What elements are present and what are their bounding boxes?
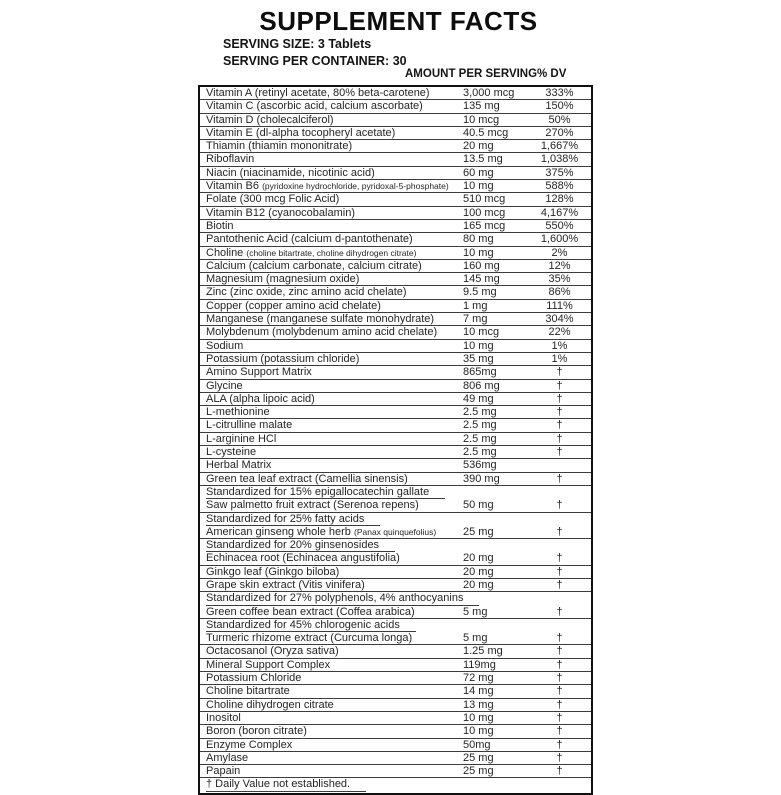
ingredient-row bbox=[200, 433, 591, 446]
ingredient-name: L-citrulline malate bbox=[206, 419, 293, 432]
ingredient-amount: 7 mg bbox=[463, 313, 488, 326]
ingredient-row bbox=[200, 419, 591, 432]
ingredient-amount: 1 mg bbox=[463, 299, 488, 312]
ingredient-name: Folate (300 mcg Folic Acid) bbox=[206, 193, 340, 206]
ingredient-row bbox=[200, 699, 591, 712]
ingredient-amount: 13.5 mg bbox=[463, 153, 503, 166]
ingredient-amount: 2.5 mg bbox=[463, 432, 497, 445]
ingredient-dv: † bbox=[556, 472, 563, 485]
standardized-note-row bbox=[200, 592, 591, 605]
ingredient-row bbox=[200, 260, 591, 273]
ingredient-dv: † bbox=[556, 366, 563, 379]
ingredient-row bbox=[200, 286, 591, 299]
standardized-note-row bbox=[200, 539, 591, 552]
standardized-note bbox=[200, 619, 416, 632]
facts-rows bbox=[200, 87, 591, 778]
ingredient-name: Molybdenum (molybdenum amino acid chelate) bbox=[206, 326, 438, 339]
ingredient-name: Inositol bbox=[206, 711, 241, 724]
ingredient-name: Green coffee bean extract (Coffea arabica) bbox=[206, 605, 415, 618]
ingredient-row bbox=[200, 393, 591, 406]
ingredient-amount: 60 mg bbox=[463, 166, 494, 179]
ingredient-name: Choline dihydrogen citrate bbox=[206, 698, 334, 711]
footnote-cell bbox=[200, 778, 366, 791]
ingredient-dv: † bbox=[556, 725, 563, 738]
ingredient-row bbox=[200, 712, 591, 725]
standardized-note bbox=[200, 539, 395, 552]
ingredient-amount: 20 mg bbox=[463, 578, 494, 591]
ingredient-row bbox=[200, 247, 591, 260]
ingredient-amount: 35 mg bbox=[463, 352, 494, 365]
serving-size: SERVING SIZE: 3 Tablets bbox=[223, 37, 372, 51]
ingredient-dv: 4,167% bbox=[540, 206, 579, 219]
serving-info bbox=[223, 36, 407, 70]
ingredient-amount: 2.5 mg bbox=[463, 446, 497, 459]
ingredient-name: ALA (alpha lipoic acid) bbox=[206, 392, 315, 405]
ingredient-amount: 160 mg bbox=[463, 259, 500, 272]
column-header-amount: AMOUNT PER SERVING bbox=[405, 68, 538, 80]
ingredient-row bbox=[200, 114, 591, 127]
standardized-note-text: Standardized for 15% epigallocatechin gallate bbox=[206, 486, 445, 499]
ingredient-amount: 72 mg bbox=[463, 672, 494, 685]
ingredient-amount: 40.5 mcg bbox=[463, 126, 509, 139]
ingredient-name: Ginkgo leaf (Ginkgo biloba) bbox=[206, 565, 340, 578]
ingredient-amount: 9.5 mg bbox=[463, 286, 497, 299]
ingredient-amount: 165 mcg bbox=[463, 219, 506, 232]
ingredient-amount: 10 mg bbox=[463, 725, 494, 738]
ingredient-amount: 10 mg bbox=[463, 246, 494, 259]
ingredient-dv: † bbox=[556, 672, 563, 685]
ingredient-name: Vitamin B6 (pyridoxine hydrochloride, pyridoxal-5-phosphate) bbox=[206, 180, 449, 193]
ingredient-row bbox=[200, 645, 591, 658]
ingredient-name-sub: (Panax quinquefolius) bbox=[353, 526, 437, 537]
ingredient-row bbox=[200, 167, 591, 180]
ingredient-dv: † bbox=[556, 499, 563, 512]
ingredient-amount: 10 mg bbox=[463, 339, 494, 352]
ingredient-name: Choline (choline bitartrate, choline dihydrogen citrate) bbox=[206, 246, 417, 259]
ingredient-amount: 49 mg bbox=[463, 392, 494, 405]
ingredient-dv: 1% bbox=[551, 339, 568, 352]
ingredient-row bbox=[200, 380, 591, 393]
ingredient-row bbox=[200, 140, 591, 153]
ingredient-dv: 86% bbox=[548, 286, 571, 299]
ingredient-dv: 1% bbox=[551, 352, 568, 365]
ingredient-amount: 5 mg bbox=[463, 605, 488, 618]
ingredient-row bbox=[200, 340, 591, 353]
ingredient-dv: † bbox=[556, 751, 563, 764]
ingredient-dv: † bbox=[556, 658, 563, 671]
ingredient-amount: 20 mg bbox=[463, 565, 494, 578]
ingredient-row bbox=[200, 366, 591, 379]
standardized-note-text: Standardized for 20% ginsenosides bbox=[206, 539, 395, 552]
ingredient-name: Octacosanol (Oryza sativa) bbox=[206, 645, 339, 658]
ingredient-dv bbox=[524, 459, 595, 471]
ingredient-amount: 1.25 mg bbox=[463, 645, 503, 658]
facts-table bbox=[198, 85, 593, 795]
ingredient-name: Potassium Chloride bbox=[206, 672, 302, 685]
standardized-note-row bbox=[200, 486, 591, 499]
ingredient-amount: 510 mcg bbox=[463, 193, 506, 206]
page-title: SUPPLEMENT FACTS bbox=[259, 6, 538, 36]
ingredient-name: Vitamin B12 (cyanocobalamin) bbox=[206, 206, 355, 219]
ingredient-dv: 150% bbox=[545, 100, 574, 113]
standardized-note-row bbox=[200, 513, 591, 526]
ingredient-amount: 100 mcg bbox=[463, 206, 506, 219]
ingredient-name: Calcium (calcium carbonate, calcium citrate) bbox=[206, 259, 422, 272]
ingredient-name: Vitamin D (cholecalciferol) bbox=[206, 113, 334, 126]
ingredient-amount: 135 mg bbox=[463, 100, 500, 113]
ingredient-row bbox=[200, 233, 591, 246]
ingredient-row bbox=[200, 685, 591, 698]
ingredient-dv: 333% bbox=[545, 87, 574, 99]
ingredient-amount: 25 mg bbox=[463, 525, 494, 538]
ingredient-name: American ginseng whole herb (Panax quinquefolius) bbox=[206, 525, 437, 538]
ingredient-dv: 1,667% bbox=[540, 140, 579, 153]
ingredient-amount: 25 mg bbox=[463, 765, 494, 778]
column-header-dv: % DV bbox=[537, 68, 567, 80]
ingredient-dv: † bbox=[556, 632, 563, 645]
ingredient-dv: 1,600% bbox=[540, 233, 579, 246]
standardized-note-row bbox=[200, 619, 591, 632]
ingredient-row bbox=[200, 87, 591, 100]
ingredient-amount: 10 mcg bbox=[463, 113, 500, 126]
ingredient-row bbox=[200, 566, 591, 579]
ingredient-amount: 145 mg bbox=[463, 273, 500, 286]
ingredient-dv: 1,038% bbox=[540, 153, 579, 166]
ingredient-dv: 111% bbox=[546, 299, 573, 312]
ingredient-name: Enzyme Complex bbox=[206, 738, 293, 751]
ingredient-name: Pantothenic Acid (calcium d-pantothenate) bbox=[206, 233, 413, 246]
ingredient-row bbox=[200, 499, 591, 512]
ingredient-row bbox=[200, 153, 591, 166]
ingredient-row bbox=[200, 273, 591, 286]
ingredient-name: Riboflavin bbox=[206, 153, 255, 166]
ingredient-name: Glycine bbox=[206, 379, 243, 392]
ingredient-row bbox=[200, 459, 591, 472]
ingredient-dv: † bbox=[556, 419, 563, 432]
ingredient-row bbox=[200, 579, 591, 592]
ingredient-dv: † bbox=[556, 379, 563, 392]
ingredient-row bbox=[200, 406, 591, 419]
ingredient-amount: 5 mg bbox=[463, 632, 488, 645]
ingredient-name: Grape skin extract (Vitis vinifera) bbox=[206, 578, 365, 591]
ingredient-amount: 119mg bbox=[463, 658, 496, 671]
ingredient-name: Turmeric rhizome extract (Curcuma longa) bbox=[206, 632, 413, 645]
standardized-note-text: Standardized for 45% chlorogenic acids bbox=[206, 619, 416, 632]
ingredient-dv: † bbox=[556, 432, 563, 445]
ingredient-row bbox=[200, 100, 591, 113]
ingredient-amount: 10 mg bbox=[463, 711, 494, 724]
standardized-note bbox=[200, 513, 380, 526]
ingredient-dv: 270% bbox=[545, 126, 574, 139]
ingredient-dv: 588% bbox=[545, 180, 574, 193]
ingredient-amount: 25 mg bbox=[463, 751, 494, 764]
ingredient-amount: 80 mg bbox=[463, 233, 494, 246]
ingredient-row bbox=[200, 207, 591, 220]
ingredient-name: Vitamin A (retinyl acetate, 80% beta-carotene) bbox=[206, 87, 430, 99]
ingredient-name: Herbal Matrix bbox=[206, 459, 272, 472]
ingredient-name: L-methionine bbox=[206, 406, 270, 419]
ingredient-dv: 550% bbox=[545, 219, 574, 232]
ingredient-row bbox=[200, 632, 591, 645]
standardized-note-text: Standardized for 25% fatty acids bbox=[206, 513, 380, 526]
ingredient-name: Vitamin C (ascorbic acid, calcium ascorbate) bbox=[206, 100, 423, 113]
ingredient-row bbox=[200, 127, 591, 140]
ingredient-name: Niacin (niacinamide, nicotinic acid) bbox=[206, 166, 375, 179]
ingredient-name: L-arginine HCl bbox=[206, 432, 277, 445]
ingredient-row bbox=[200, 672, 591, 685]
ingredient-name-sub: (choline bitartrate, choline dihydrogen citrate) bbox=[246, 247, 417, 258]
ingredient-dv: † bbox=[556, 552, 563, 565]
ingredient-row bbox=[200, 446, 591, 459]
ingredient-row bbox=[200, 725, 591, 738]
ingredient-amount: 10 mcg bbox=[463, 326, 500, 339]
ingredient-dv: 50% bbox=[548, 113, 571, 126]
ingredient-dv: † bbox=[556, 711, 563, 724]
ingredient-dv: † bbox=[556, 738, 563, 751]
ingredient-name: Magnesium (magnesium oxide) bbox=[206, 273, 360, 286]
ingredient-amount: 865mg bbox=[463, 366, 497, 379]
ingredient-row bbox=[200, 180, 591, 193]
ingredient-row bbox=[200, 473, 591, 486]
ingredient-amount: 2.5 mg bbox=[463, 419, 497, 432]
ingredient-dv: 22% bbox=[548, 326, 571, 339]
ingredient-name: L-cysteine bbox=[206, 446, 257, 459]
ingredient-row bbox=[200, 526, 591, 539]
ingredient-dv: 375% bbox=[545, 166, 574, 179]
ingredient-row bbox=[200, 606, 591, 619]
ingredient-name: Thiamin (thiamin mononitrate) bbox=[206, 140, 353, 153]
footnote-text: † Daily Value not established. bbox=[206, 778, 366, 791]
ingredient-row bbox=[200, 659, 591, 672]
ingredient-name: Sodium bbox=[206, 339, 244, 352]
ingredient-amount: 50mg bbox=[463, 738, 491, 751]
ingredient-dv: † bbox=[556, 565, 563, 578]
standardized-note-text: Standardized for 27% polyphenols, 4% anthocyanins bbox=[206, 592, 479, 605]
ingredient-dv: 304% bbox=[545, 313, 574, 326]
ingredient-amount: 806 mg bbox=[463, 379, 500, 392]
ingredient-name: Echinacea root (Echinacea angustifolia) bbox=[206, 552, 400, 565]
ingredient-dv: † bbox=[556, 406, 563, 419]
ingredient-amount: 20 mg bbox=[463, 552, 494, 565]
ingredient-name: Choline bitartrate bbox=[206, 685, 290, 698]
ingredient-row bbox=[200, 300, 591, 313]
ingredient-name: Amylase bbox=[206, 751, 249, 764]
ingredient-amount: 50 mg bbox=[463, 499, 494, 512]
ingredient-dv: 35% bbox=[548, 273, 571, 286]
ingredient-row bbox=[200, 552, 591, 565]
ingredient-name: Papain bbox=[206, 765, 241, 778]
ingredient-dv: † bbox=[556, 605, 563, 618]
ingredient-name: Saw palmetto fruit extract (Serenoa repens) bbox=[206, 499, 419, 512]
footnote-row bbox=[200, 778, 591, 791]
ingredient-name: Manganese (manganese sulfate monohydrate) bbox=[206, 313, 435, 326]
ingredient-dv: † bbox=[556, 392, 563, 405]
ingredient-name: Boron (boron citrate) bbox=[206, 725, 307, 738]
ingredient-row bbox=[200, 220, 591, 233]
ingredient-dv: 2% bbox=[551, 246, 568, 259]
ingredient-dv: † bbox=[556, 685, 563, 698]
ingredient-name: Potassium (potassium chloride) bbox=[206, 352, 360, 365]
serving-per-container: SERVING PER CONTAINER: 30 bbox=[223, 54, 407, 68]
ingredient-dv: † bbox=[556, 578, 563, 591]
ingredient-row bbox=[200, 193, 591, 206]
standardized-note bbox=[200, 592, 479, 605]
ingredient-name: Vitamin E (dl-alpha tocopheryl acetate) bbox=[206, 126, 396, 139]
ingredient-name: Zinc (zinc oxide, zinc amino acid chelate) bbox=[206, 286, 407, 299]
ingredient-name: Biotin bbox=[206, 219, 234, 232]
ingredient-name: Copper (copper amino acid chelate) bbox=[206, 299, 381, 312]
ingredient-name: Mineral Support Complex bbox=[206, 658, 331, 671]
ingredient-dv: 128% bbox=[545, 193, 574, 206]
ingredient-amount: 13 mg bbox=[463, 698, 494, 711]
standardized-note bbox=[200, 486, 445, 499]
ingredient-amount: 3,000 mcg bbox=[463, 87, 515, 99]
ingredient-dv: † bbox=[556, 645, 563, 658]
ingredient-name: Green tea leaf extract (Camellia sinensis) bbox=[206, 472, 408, 485]
ingredient-row bbox=[200, 752, 591, 765]
ingredient-dv: † bbox=[556, 765, 563, 778]
ingredient-dv: † bbox=[556, 446, 563, 459]
ingredient-row bbox=[200, 326, 591, 339]
ingredient-row bbox=[200, 353, 591, 366]
ingredient-amount: 390 mg bbox=[463, 472, 500, 485]
ingredient-dv: † bbox=[556, 525, 563, 538]
ingredient-row bbox=[200, 739, 591, 752]
ingredient-amount: 536mg bbox=[463, 459, 497, 472]
ingredient-row bbox=[200, 765, 591, 778]
ingredient-name: Amino Support Matrix bbox=[206, 366, 312, 379]
ingredient-name-sub: (pyridoxine hydrochloride, pyridoxal-5-phosphate) bbox=[262, 181, 449, 192]
ingredient-row bbox=[200, 313, 591, 326]
ingredient-amount: 20 mg bbox=[463, 140, 494, 153]
ingredient-dv: † bbox=[556, 698, 563, 711]
ingredient-amount: 10 mg bbox=[463, 180, 494, 193]
ingredient-amount: 2.5 mg bbox=[463, 406, 497, 419]
ingredient-amount: 14 mg bbox=[463, 685, 494, 698]
ingredient-dv: 12% bbox=[548, 259, 571, 272]
